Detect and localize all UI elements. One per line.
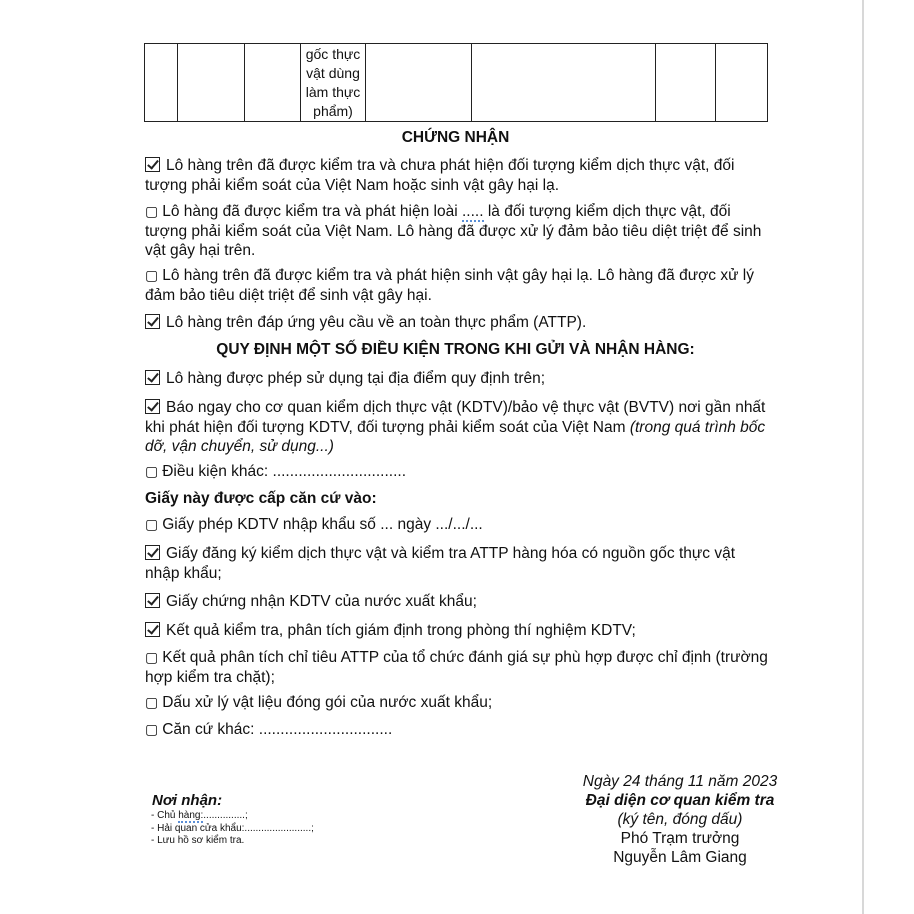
recipient-customs: - Hải quan cửa khẩu:........................; <box>151 822 314 834</box>
basis-title: Giấy này được cấp căn cứ vào: <box>145 490 377 507</box>
condition-item-2: Báo ngay cho cơ quan kiểm dịch thực vật (KDTV)/bảo vệ thực vật (BVTV) nơi gần nhất khi phát hiện đối tượng KDTV, đối tượng phải kiểm soát của Việt Nam (trong quá trình bốc dỡ, vận chuyển, sử dụng...) <box>145 399 766 455</box>
basis-item-2: Giấy đăng ký kiểm dịch thực vật và kiểm tra ATTP hàng hóa có nguồn gốc thực vật nhập khẩu; <box>145 545 735 582</box>
basis-item-6: ▢ Dấu xử lý vật liệu đóng gói của nước xuất khẩu; <box>145 694 493 711</box>
checked-checkbox-icon[interactable] <box>145 314 160 329</box>
table-cell <box>245 44 301 122</box>
checked-checkbox-icon[interactable] <box>145 593 160 608</box>
signature-date: Ngày 24 tháng 11 năm 2023 <box>582 773 778 790</box>
table-cell <box>178 44 245 122</box>
table-cell <box>472 44 656 122</box>
basis-item-5: ▢ Kết quả phân tích chỉ tiêu ATTP của tổ chức đánh giá sự phù hợp được chỉ định (trường hợp kiểm tra chặt); <box>145 649 768 686</box>
checked-checkbox-icon[interactable] <box>145 370 160 385</box>
checked-checkbox-icon[interactable] <box>145 157 160 172</box>
recipient-owner: - Chủ hàng:...............; <box>151 810 248 821</box>
recipient-archive: - Lưu hồ sơ kiểm tra. <box>151 835 245 846</box>
table-cell-origin: gốc thực vật dùng làm thực phẩm) <box>301 44 366 122</box>
unchecked-checkbox-icon[interactable]: ▢ <box>145 203 159 219</box>
signature-org: Đại diện cơ quan kiểm tra <box>585 792 775 809</box>
recipients-list <box>151 810 314 848</box>
conditions-title: QUY ĐỊNH MỘT SỐ ĐIỀU KIỆN TRONG KHI GỬI VÀ NHẬN HÀNG: <box>216 341 695 358</box>
page-margin <box>864 0 914 914</box>
cert-item-3: ▢ Lô hàng trên đã được kiểm tra và phát hiện sinh vật gây hại lạ. Lô hàng đã được xử lý đảm bảo tiêu diệt triệt để sinh vật gây hại. <box>145 267 754 304</box>
basis-item-1: ▢ Giấy phép KDTV nhập khẩu số ... ngày .../.../... <box>145 516 483 533</box>
condition-item-3: ▢ Điều kiện khác: ............................... <box>145 463 407 480</box>
table-cell <box>145 44 178 122</box>
unchecked-checkbox-icon[interactable]: ▢ <box>145 721 159 737</box>
unchecked-checkbox-icon[interactable]: ▢ <box>145 516 159 532</box>
goods-table-fragment <box>144 43 768 122</box>
basis-item-3: Giấy chứng nhận KDTV của nước xuất khẩu; <box>145 592 770 612</box>
cert-item-2: ▢ Lô hàng đã được kiểm tra và phát hiện loài ..... là đối tượng kiểm dịch thực vật, đối tượng phải kiểm soát của Việt Nam. Lô hàng đã được xử lý đảm bảo tiêu diệt triệt để sinh vật gây hại trên. <box>145 203 762 259</box>
checked-checkbox-icon[interactable] <box>145 622 160 637</box>
basis-item-4: Kết quả kiểm tra, phân tích giám định trong phòng thí nghiệm KDTV; <box>145 621 770 641</box>
checked-checkbox-icon[interactable] <box>145 545 160 560</box>
certification-title: CHỨNG NHẬN <box>401 129 510 146</box>
basis-item-7: ▢ Căn cứ khác: ............................... <box>145 721 393 738</box>
cert-item-1: Lô hàng trên đã được kiểm tra và chưa phát hiện đối tượng kiểm dịch thực vật, đối tượng phải kiểm soát của Việt Nam hoặc sinh vật gây hại lạ. <box>145 157 735 194</box>
signature-name: Nguyễn Lâm Giang <box>613 849 747 866</box>
checked-checkbox-icon[interactable] <box>145 399 160 414</box>
condition-item-1: Lô hàng được phép sử dụng tại địa điểm quy định trên; <box>145 369 770 389</box>
cert-item-4: Lô hàng trên đáp ứng yêu cầu về an toàn thực phẩm (ATTP). <box>145 313 770 333</box>
unchecked-checkbox-icon[interactable]: ▢ <box>145 267 159 283</box>
table-cell <box>656 44 716 122</box>
recipients-title: Nơi nhận: <box>152 792 223 809</box>
signature-note: (ký tên, đóng dấu) <box>617 811 743 828</box>
table-cell <box>716 44 768 122</box>
species-blank: ..... <box>461 203 484 220</box>
unchecked-checkbox-icon[interactable]: ▢ <box>145 694 159 710</box>
signature-position: Phó Trạm trưởng <box>620 830 740 847</box>
unchecked-checkbox-icon[interactable]: ▢ <box>145 463 159 479</box>
table-cell <box>366 44 472 122</box>
unchecked-checkbox-icon[interactable]: ▢ <box>145 649 159 665</box>
